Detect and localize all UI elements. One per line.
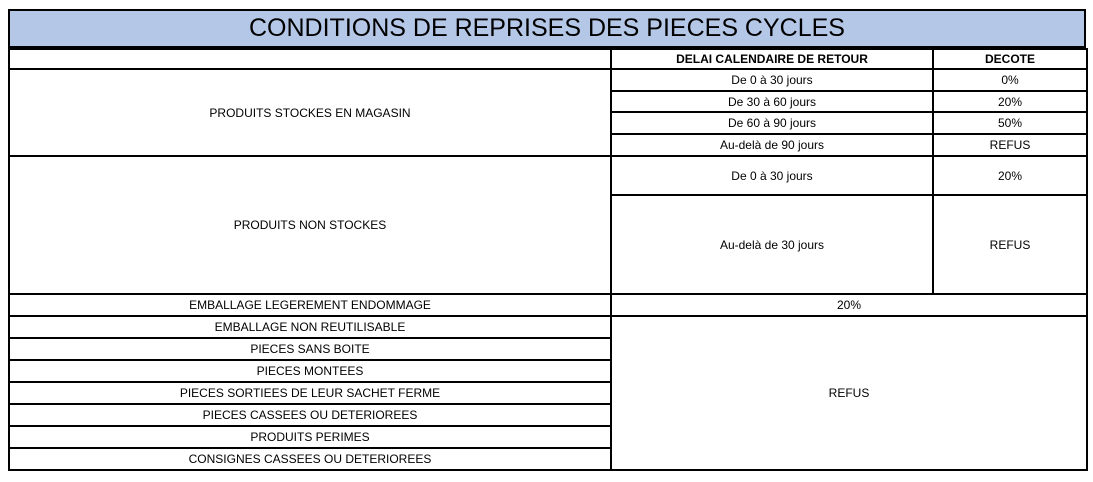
discount-cell: 20% — [933, 91, 1087, 112]
refused-item-label: CONSIGNES CASSEES OU DETERIOREES — [9, 448, 611, 470]
delay-cell: De 0 à 30 jours — [611, 156, 933, 195]
delay-cell: Au-delà de 90 jours — [611, 134, 933, 156]
refused-value: REFUS — [611, 316, 1087, 470]
refused-item-label: PIECES MONTEES — [9, 360, 611, 382]
refused-item-label: PIECES CASSEES OU DETERIOREES — [9, 404, 611, 426]
discount-cell: 20% — [933, 156, 1087, 195]
delay-cell: De 60 à 90 jours — [611, 112, 933, 134]
conditions-sheet — [8, 9, 1086, 475]
stocked-products-label: PRODUITS STOCKES EN MAGASIN — [9, 69, 611, 156]
header-cell-discount: DECOTE — [933, 49, 1087, 69]
header-cell-category — [9, 49, 611, 69]
refused-item-label: PRODUITS PERIMES — [9, 426, 611, 448]
table-row — [9, 316, 1087, 338]
delay-cell: De 0 à 30 jours — [611, 69, 933, 91]
header-cell-delay: DELAI CALENDAIRE DE RETOUR — [611, 49, 933, 69]
table-row — [9, 69, 1087, 91]
discount-cell: REFUS — [933, 195, 1087, 294]
conditions-table — [8, 48, 1088, 471]
non-stocked-products-label: PRODUITS NON STOCKES — [9, 156, 611, 294]
refused-item-label: EMBALLAGE NON REUTILISABLE — [9, 316, 611, 338]
discount-cell: 0% — [933, 69, 1087, 91]
table-row — [9, 156, 1087, 195]
discount-cell: 50% — [933, 112, 1087, 134]
delay-cell: De 30 à 60 jours — [611, 91, 933, 112]
refused-item-label: PIECES SORTIEES DE LEUR SACHET FERME — [9, 382, 611, 404]
table-row — [9, 294, 1087, 316]
page-title: CONDITIONS DE REPRISES DES PIECES CYCLES — [8, 9, 1086, 48]
delay-cell: Au-delà de 30 jours — [611, 195, 933, 294]
packaging-light-value: 20% — [611, 294, 1087, 316]
refused-item-label: PIECES SANS BOITE — [9, 338, 611, 360]
header-row — [9, 49, 1087, 69]
packaging-light-label: EMBALLAGE LEGEREMENT ENDOMMAGE — [9, 294, 611, 316]
discount-cell: REFUS — [933, 134, 1087, 156]
